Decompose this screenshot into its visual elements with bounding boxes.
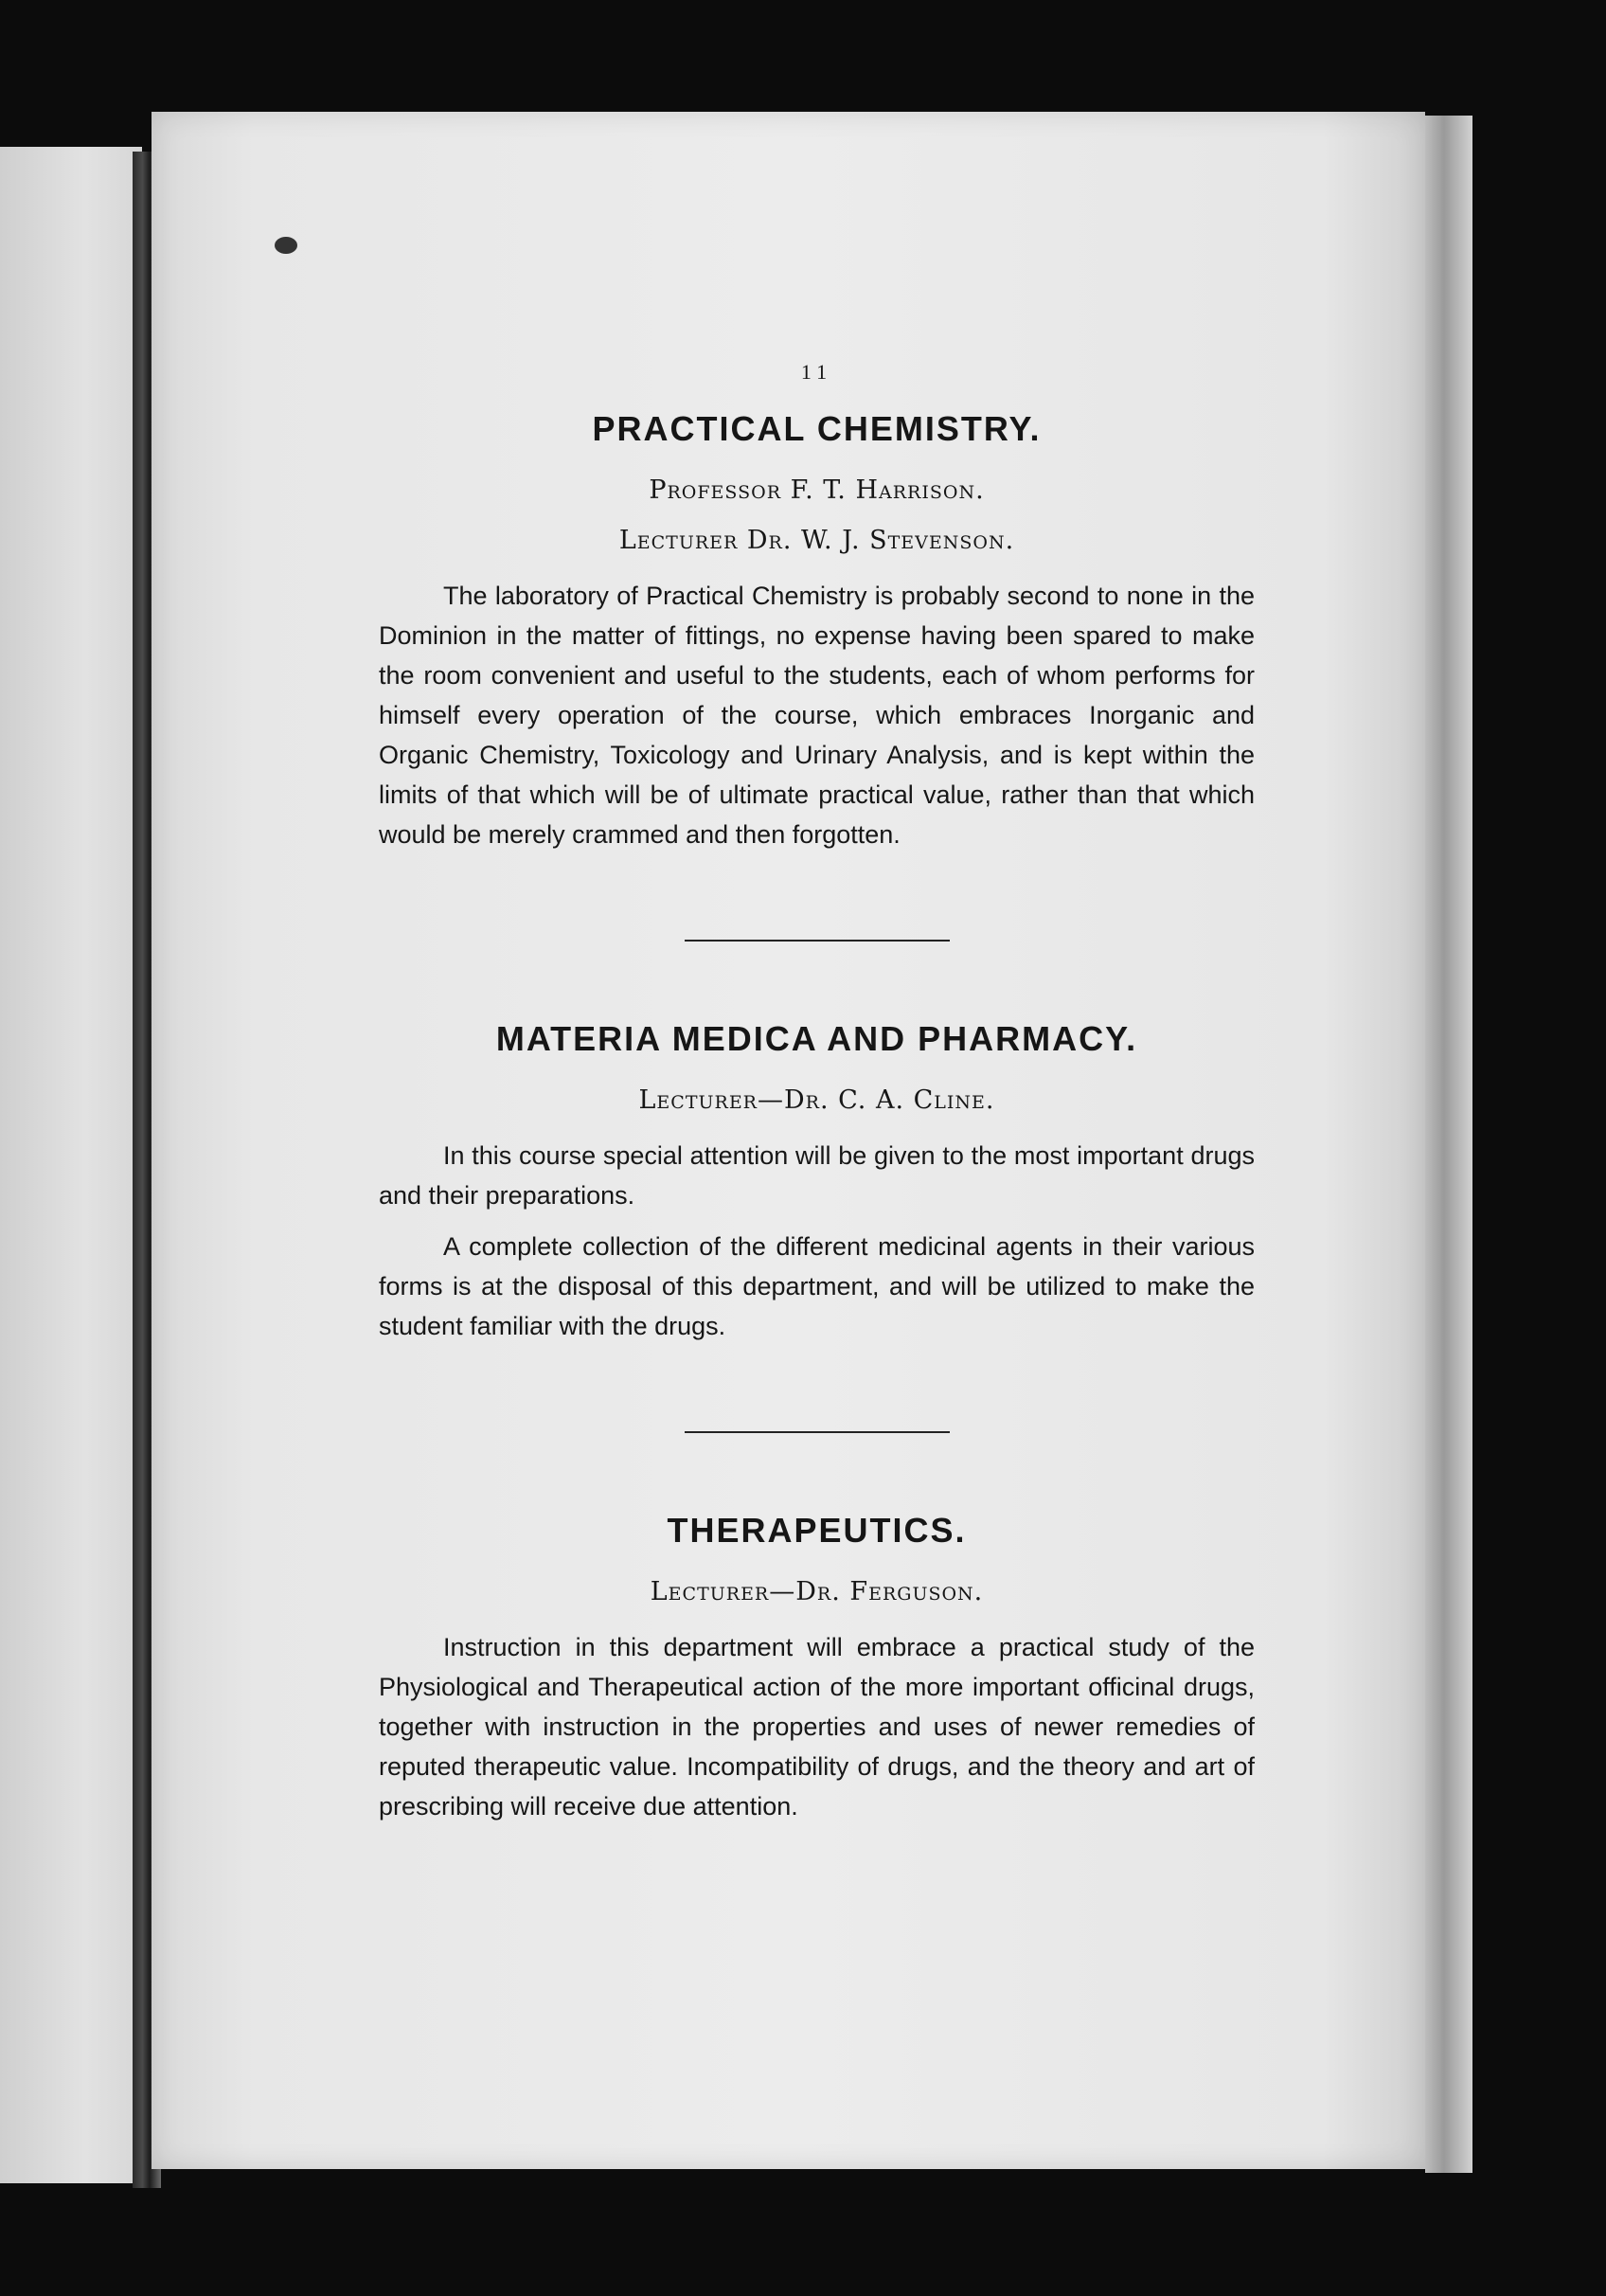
section-divider: [685, 1431, 950, 1433]
facing-page: [0, 147, 142, 2183]
body-paragraph: In this course special attention will be given to the most important drugs and their preparations.: [379, 1141, 1255, 1210]
page-edge: [1425, 116, 1472, 2173]
page-content: [379, 360, 1255, 1838]
section-practical-chemistry: [379, 409, 1255, 854]
section-therapeutics: [379, 1511, 1255, 1826]
section-materia-medica: [379, 1019, 1255, 1346]
page-number: 11: [800, 360, 833, 384]
body-paragraph: A complete collection of the different medicinal agents in their various forms is at the disposal of this department, and will be utilized to make the student familiar with the drugs.: [379, 1232, 1255, 1340]
body-paragraph: Instruction in this department will embrace a practical study of the Physiological and Therapeutical action of the more important officinal drugs, together with instruction in the properties and uses of newer remedies of reputed therapeutic value. Incompatibility of drugs, and the theory and art of prescribing will receive due attention.: [379, 1633, 1255, 1821]
section-title: MATERIA MEDICA AND PHARMACY.: [495, 1019, 1138, 1058]
section-divider: [685, 940, 950, 942]
section-title: PRACTICAL CHEMISTRY.: [592, 409, 1042, 448]
byline-lecturer: Lecturer—Dr. Ferguson.: [650, 1577, 984, 1606]
byline-lecturer: Lecturer—Dr. C. A. Cline.: [638, 1085, 995, 1115]
byline-professor: Professor F. T. Harrison.: [649, 475, 985, 505]
ink-blot: [275, 237, 297, 254]
section-title: THERAPEUTICS.: [667, 1511, 967, 1550]
body-paragraph: The laboratory of Practical Chemistry is probably second to none in the Dominion in the matter of fittings, no expense having been spared to make the room convenient and useful to the students, each of whom performs for himself every operation of the course, which embraces Inorganic and Organic Chemistry, Toxicology and Urinary Analysis, and is kept within the limits of that which will be of ultimate practical value, rather than that which would be merely crammed and then forgotten.: [379, 582, 1255, 849]
byline-lecturer: Lecturer Dr. W. J. Stevenson.: [618, 526, 1015, 555]
